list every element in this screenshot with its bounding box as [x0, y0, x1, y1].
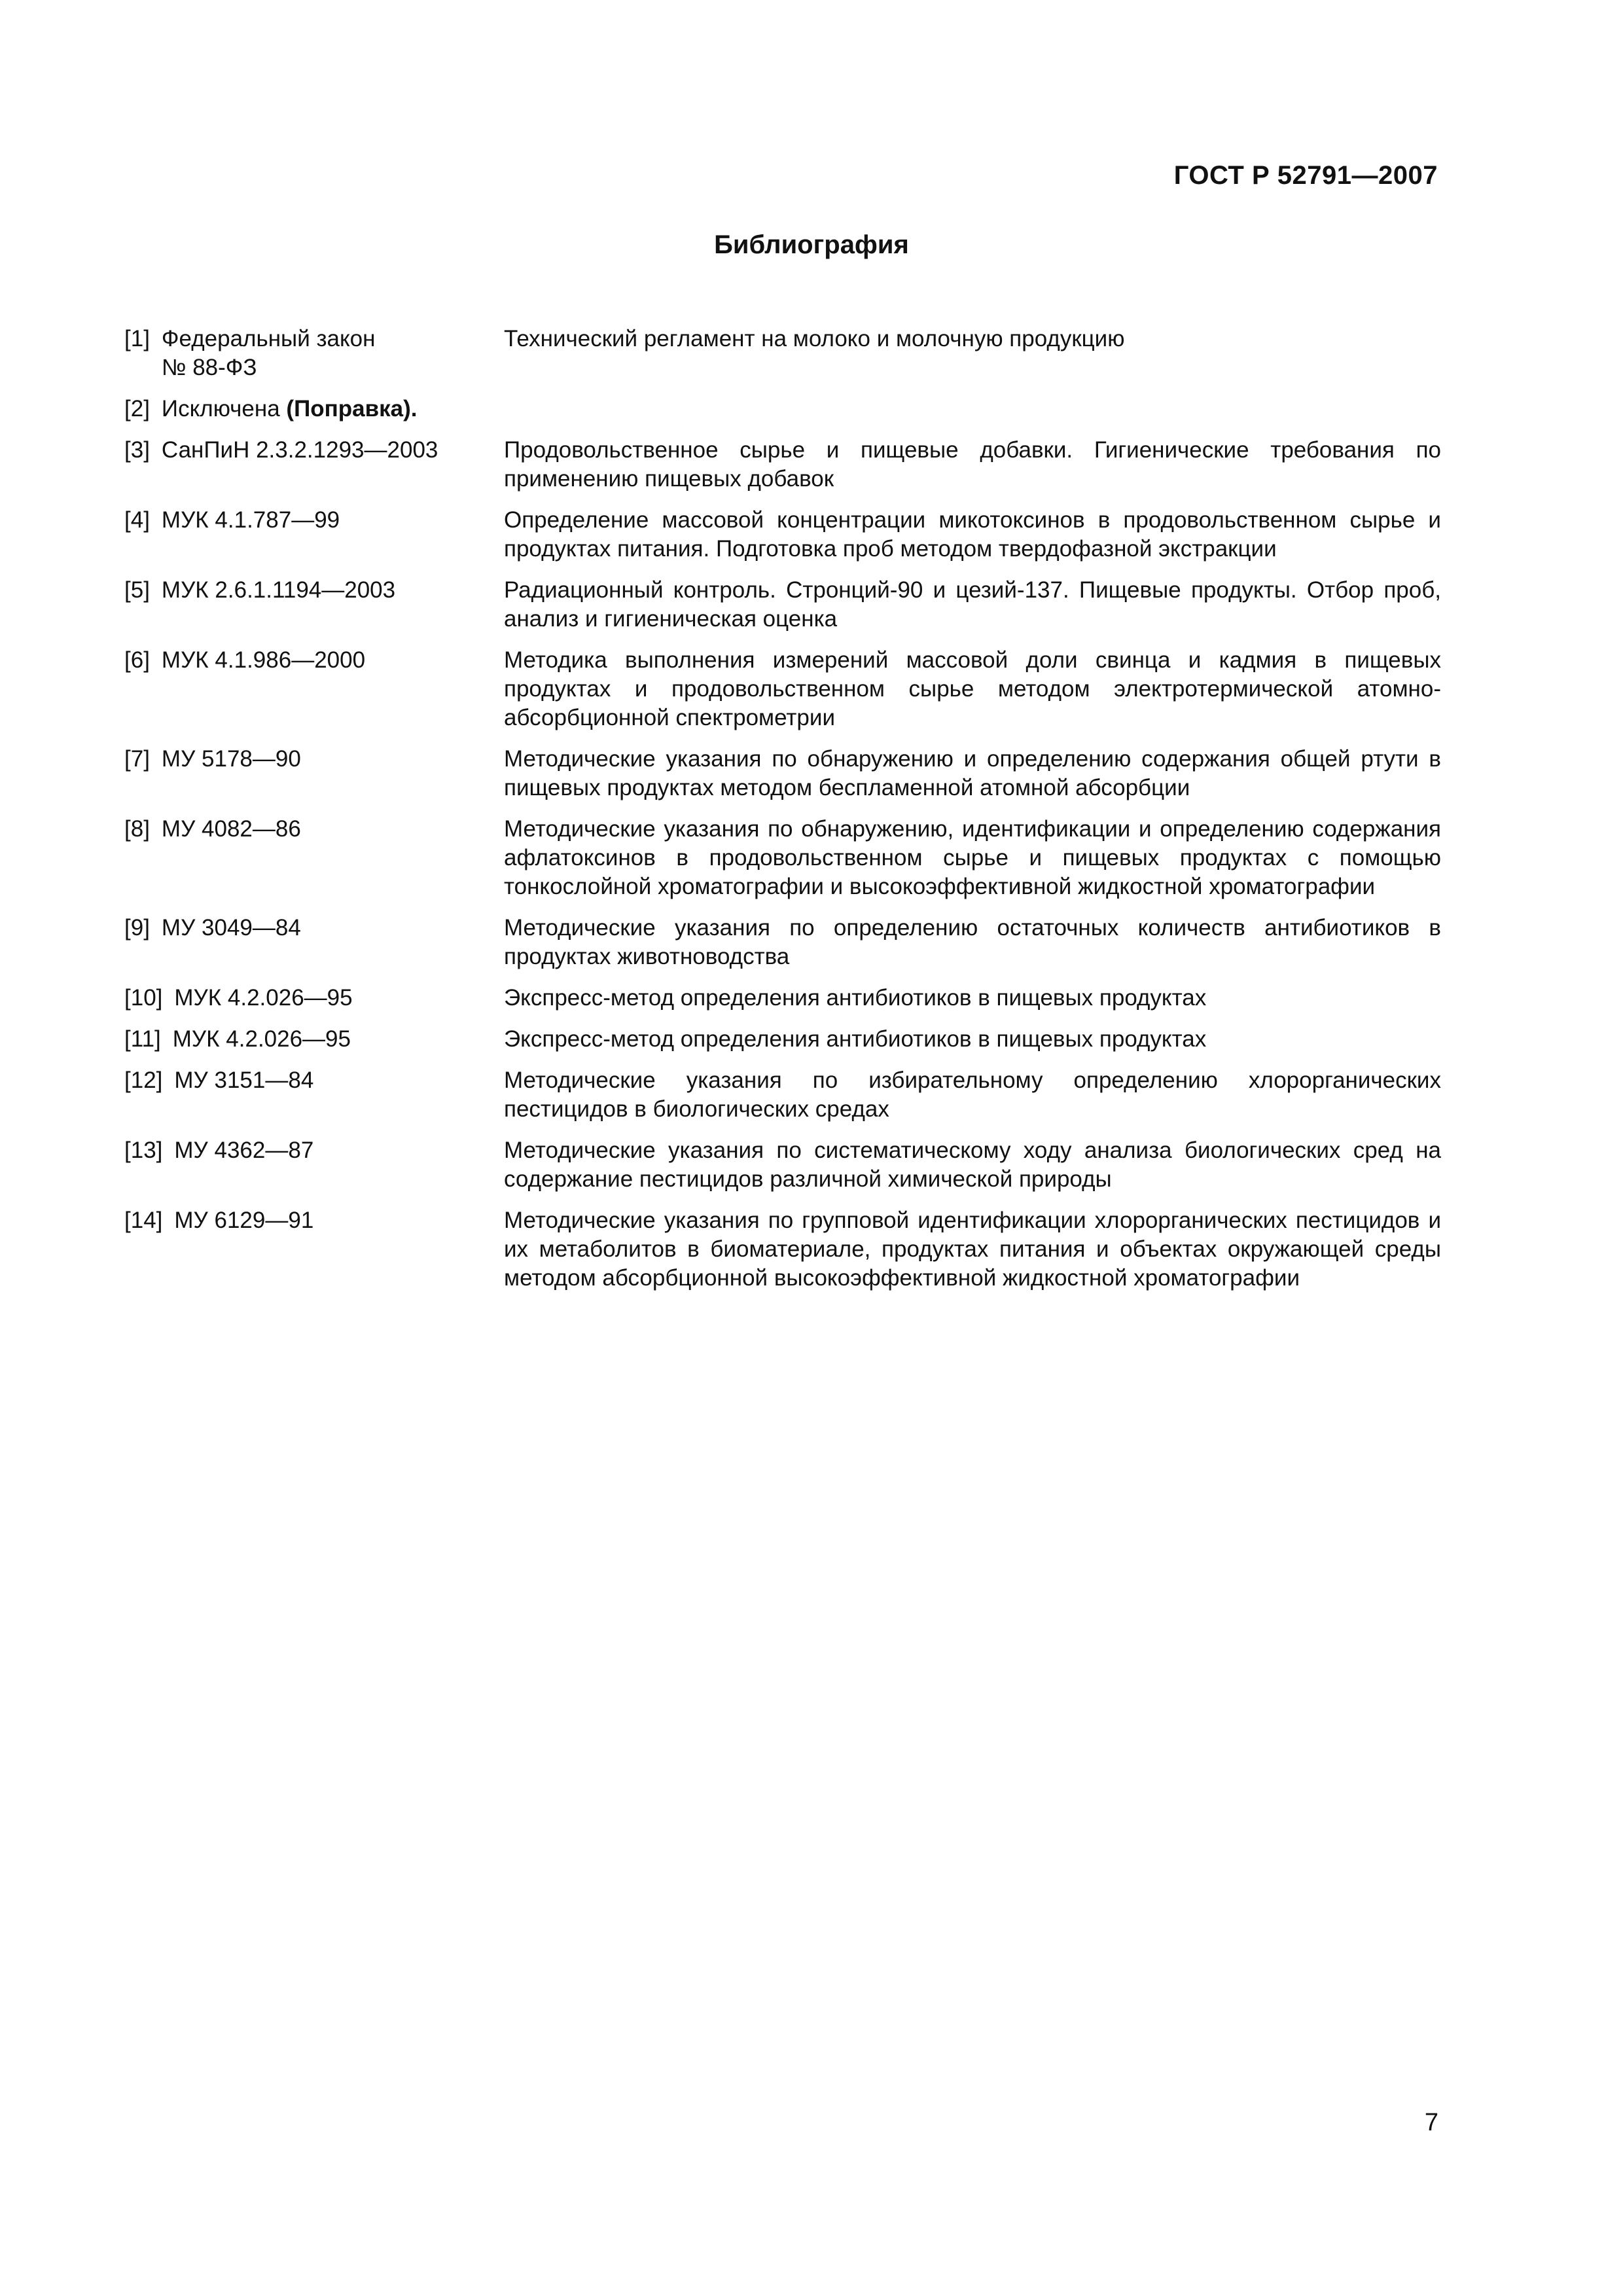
reference-number: [8] — [124, 816, 150, 842]
reference-source: МУ 4082—86 — [161, 816, 301, 842]
reference-title: Методика выполнения измерений массовой доли свинца и кадмия в пищевых продуктах и продовольственном сырье методом электротермической атомно-абсорбционной спектрометрии — [504, 647, 1441, 730]
reference-source: МУК 4.1.787—99 — [161, 507, 340, 533]
reference-number: [3] — [124, 437, 150, 463]
reference-cell — [124, 815, 504, 844]
bibliography-entry-12 — [124, 1066, 1441, 1124]
reference-cell — [124, 984, 504, 1013]
reference-number: [10] — [124, 985, 163, 1011]
bibliography-entry-1 — [124, 325, 1441, 382]
bibliography-entry-8 — [124, 815, 1441, 901]
reference-cell — [124, 506, 504, 535]
reference-number: [14] — [124, 1208, 163, 1233]
bibliography-entry-6 — [124, 646, 1441, 732]
reference-source: МУК 4.1.986—2000 — [161, 647, 366, 673]
bibliography-entry-3 — [124, 436, 1441, 493]
reference-cell — [124, 576, 504, 605]
reference-title: Методические указания по систематическому ходу анализа биологических сред на содержание пестицидов различной химической природы — [504, 1138, 1441, 1192]
reference-source: МУ 3049—84 — [161, 915, 301, 941]
bibliography-entry-11 — [124, 1025, 1441, 1054]
reference-cell — [124, 646, 504, 675]
bibliography-entry-10 — [124, 984, 1441, 1013]
reference-title: Методические указания по определению остаточных количеств антибиотиков в продуктах животноводства — [504, 915, 1441, 969]
reference-number: [5] — [124, 577, 150, 603]
bibliography-list — [124, 325, 1441, 1305]
document-code: ГОСТ Р 52791—2007 — [1173, 161, 1438, 190]
reference-title: Радиационный контроль. Стронций-90 и цезий-137. Пищевые продукты. Отбор проб, анализ и гигиеническая оценка — [504, 577, 1441, 632]
bibliography-entry-9 — [124, 914, 1441, 971]
reference-source: СанПиН 2.3.2.1293—2003 — [161, 437, 438, 463]
reference-source: МУК 4.2.026—95 — [172, 1026, 351, 1052]
reference-cell — [124, 325, 504, 382]
bibliography-entry-4 — [124, 506, 1441, 564]
reference-number: [7] — [124, 746, 150, 772]
bibliography-entry-5 — [124, 576, 1441, 634]
reference-number: [12] — [124, 1067, 163, 1093]
reference-cell — [124, 395, 504, 423]
reference-number: [11] — [124, 1026, 161, 1052]
reference-source: Федеральный закон № 88-ФЗ — [161, 326, 376, 380]
reference-cell — [124, 1025, 504, 1054]
reference-number: [2] — [124, 396, 150, 422]
page-number: 7 — [1424, 2109, 1438, 2136]
reference-number: [13] — [124, 1138, 163, 1163]
reference-number: [9] — [124, 915, 150, 941]
reference-source: МУК 2.6.1.1194—2003 — [161, 577, 396, 603]
reference-title: Методические указания по групповой идентификации хлорорганических пестицидов и их метаболитов в биоматериале, продуктах питания и объектах окружающей среды методом абсорбционной высокоэффективной жидкостной хроматографии — [504, 1208, 1441, 1291]
reference-number: [6] — [124, 647, 150, 673]
amendment-note: (Поправка). — [286, 396, 418, 422]
reference-title: Методические указания по обнаружению и определению содержания общей ртути в пищевых продуктах методом беспламенной атомной абсорбции — [504, 746, 1441, 800]
bibliography-entry-13 — [124, 1136, 1441, 1194]
reference-cell — [124, 914, 504, 942]
reference-cell — [124, 436, 504, 465]
reference-cell — [124, 745, 504, 774]
reference-source-text: Исключена — [161, 396, 280, 422]
bibliography-entry-7 — [124, 745, 1441, 802]
reference-title: Технический регламент на молоко и молочную продукцию — [504, 326, 1125, 351]
reference-source: МУ 4362—87 — [174, 1138, 314, 1163]
bibliography-entry-2 — [124, 395, 1441, 423]
reference-source — [162, 395, 504, 423]
reference-cell — [124, 1206, 504, 1235]
reference-source: МУ 6129—91 — [174, 1208, 314, 1233]
reference-title: Методические указания по избирательному определению хлорорганических пестицидов в биологических средах — [504, 1067, 1441, 1122]
reference-cell — [124, 1136, 504, 1165]
reference-title: Экспресс-метод определения антибиотиков в пищевых продуктах — [504, 985, 1207, 1011]
reference-cell — [124, 1066, 504, 1095]
reference-source: МУК 4.2.026—95 — [174, 985, 353, 1011]
reference-title: Определение массовой концентрации микотоксинов в продовольственном сырье и продуктах питания. Подготовка проб методом твердофазной экстракции — [504, 507, 1441, 562]
bibliography-heading: Библиография — [714, 230, 909, 259]
bibliography-entry-14 — [124, 1206, 1441, 1293]
reference-number: [1] — [124, 326, 150, 351]
reference-source: МУ 3151—84 — [174, 1067, 314, 1093]
reference-number: [4] — [124, 507, 150, 533]
reference-title: Экспресс-метод определения антибиотиков в пищевых продуктах — [504, 1026, 1207, 1052]
reference-source: МУ 5178—90 — [161, 746, 301, 772]
reference-title: Методические указания по обнаружению, идентификации и определению содержания афлатоксинов в продовольственном сырье и пищевых продуктах с помощью тонкослойной хроматографии и высокоэффективной жидкостной хроматографии — [504, 816, 1441, 899]
reference-title: Продовольственное сырье и пищевые добавки. Гигиенические требования по применению пищевых добавок — [504, 437, 1441, 492]
